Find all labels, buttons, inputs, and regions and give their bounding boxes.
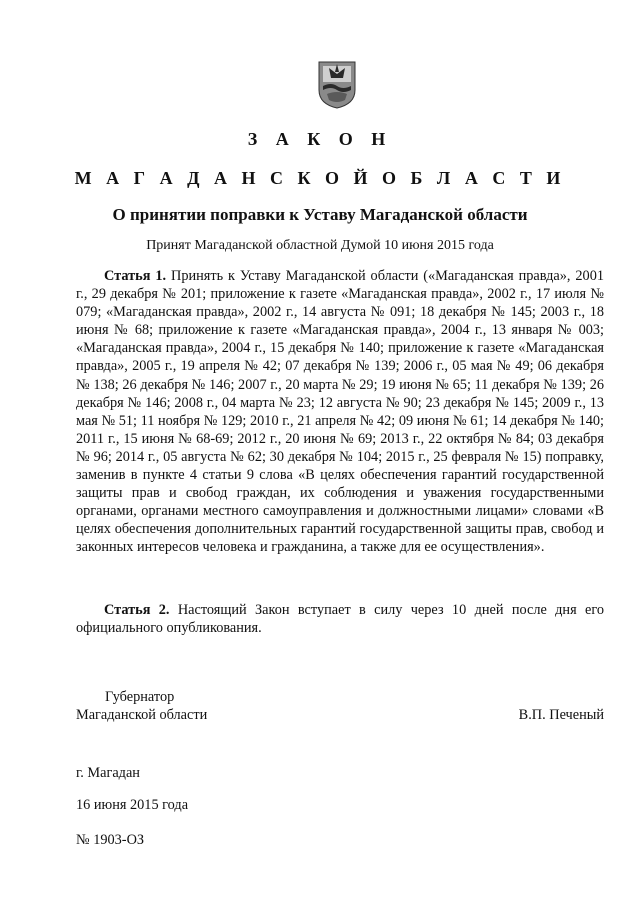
document-type-title: З А К О Н — [247, 129, 393, 149]
article-2-heading: Статья 2. — [104, 602, 170, 618]
signing-date: 16 июня 2015 года — [76, 797, 189, 813]
region-title: М А Г А Д А Н С К О Й О Б Л А С Т И — [74, 168, 566, 188]
article-1 — [76, 267, 604, 557]
article-1-text: Принять к Уставу Магаданской области («Магаданская правда», 2001 г., 29 декабря № 201; приложение к газете «Магаданская правда», 2002 г., 17 июля № 079; «Магаданская правда», 2002 г., 14 августа № 091; 18 декабря № 145; 2003 г., 18 июня № 68; приложение к газете «Магаданская правда», 2004 г., 13 января № 003; «Магаданская правда», 2004 г., 15 декабря № 140; приложение к газете «Магаданская правда», 2005 г., 19 апреля № 42; 07 декабря № 139; 2006 г., 05 мая № 49; 06 декабря № 138; 26 декабря № 146; 2007 г., 20 марта № 29; 19 июня № 65; 11 декабря № 139; 26 декабря № 146; 2008 г., 04 марта № 23; 12 августа № 90; 23 декабря № 145; 2009 г., 13 мая № 51; 11 ноября № 129; 2010 г., 21 апреля № 42; 09 июня № 61; 14 декабря № 140; 2011 г., 15 июня № 68-69; 2012 г., 20 июня № 69; 2013 г., 22 октября № 84; 03 декабря № 96; 2014 г., 05 августа № 62; 30 декабря № 104; 2015 г., 25 февраля № 15) поправку, заменив в пункте 4 статьи 9 слова «В целях обеспечения гарантий государственной защиты прав и свобод граждан, их соблюдения и уважения государственными органами, органами местного самоуправления и должностными лицами» словами «В целях обеспечения дополнительных гарантий государственной защиты прав, свобод и законных интересов человека и гражданина, а также для ее осуществления». — [76, 268, 604, 556]
place-of-signing: г. Магадан — [76, 765, 140, 781]
article-2 — [76, 601, 604, 637]
signatory-title-line2: Магаданской области — [76, 707, 208, 723]
law-subject-title: О принятии поправки к Уставу Магаданской области — [112, 205, 528, 224]
coat-of-arms-icon — [317, 60, 357, 110]
article-2-text: Настоящий Закон вступает в силу через 10 дней после дня его официального опубликования. — [76, 602, 604, 637]
adoption-line: Принят Магаданской областной Думой 10 июня 2015 года — [146, 238, 494, 253]
signatory-title-line1: Губернатор — [105, 689, 175, 705]
signatory-name: В.П. Печеный — [518, 707, 604, 723]
law-number: № 1903-ОЗ — [76, 832, 145, 848]
article-1-heading: Статья 1. — [104, 268, 167, 284]
